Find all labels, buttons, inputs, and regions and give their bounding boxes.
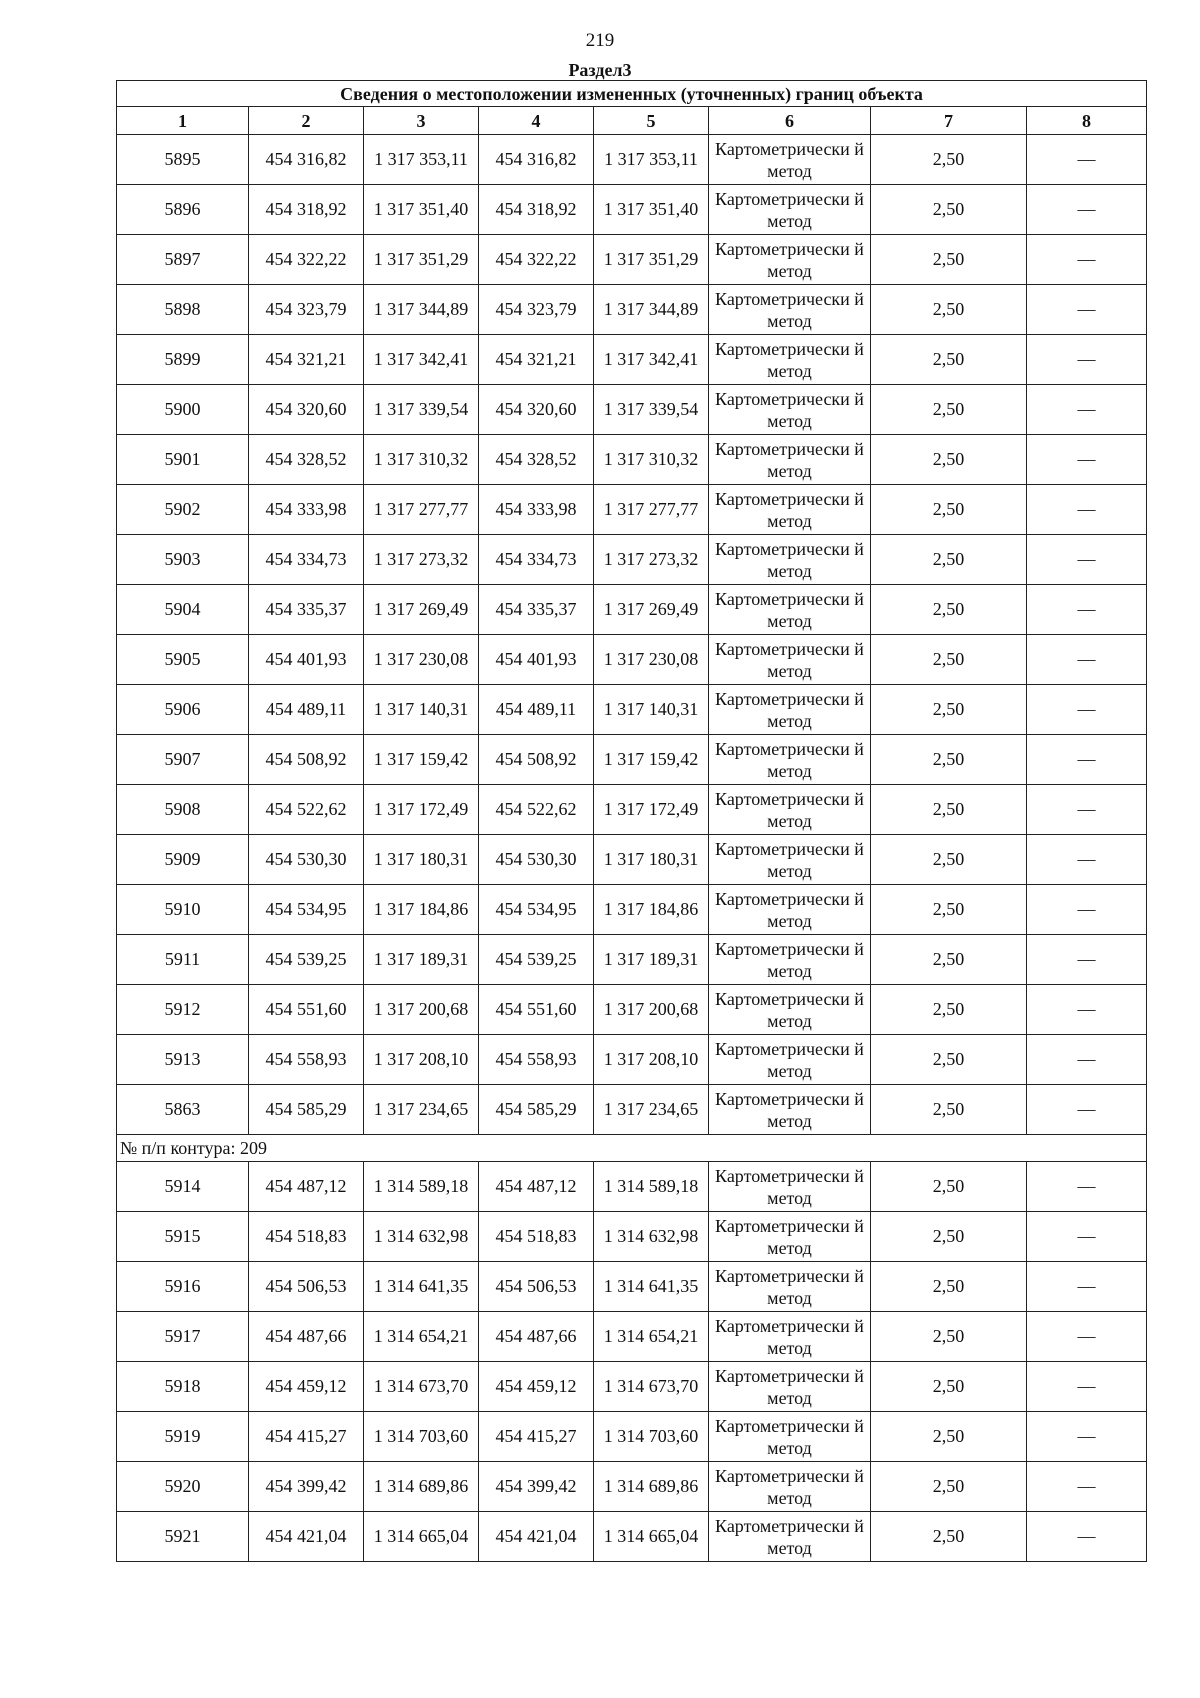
x-existing-cell: 454 459,12	[249, 1362, 364, 1412]
table-row	[117, 1362, 1147, 1412]
x-refined-cell: 454 328,52	[479, 435, 594, 485]
x-refined-cell: 454 506,53	[479, 1262, 594, 1312]
y-existing-cell: 1 317 269,49	[364, 585, 479, 635]
x-refined-cell: 454 487,66	[479, 1312, 594, 1362]
x-existing-cell: 454 415,27	[249, 1412, 364, 1462]
point-number-cell: 5916	[117, 1262, 249, 1312]
y-refined-cell: 1 317 189,31	[594, 935, 709, 985]
y-refined-cell: 1 317 230,08	[594, 635, 709, 685]
accuracy-cell: 2,50	[871, 935, 1027, 985]
point-number-cell: 5904	[117, 585, 249, 635]
point-number-cell: 5908	[117, 785, 249, 835]
x-refined-cell: 454 522,62	[479, 785, 594, 835]
method-cell: Картометрически й метод	[709, 185, 871, 235]
note-cell: —	[1027, 785, 1147, 835]
accuracy-cell: 2,50	[871, 1312, 1027, 1362]
x-existing-cell: 454 335,37	[249, 585, 364, 635]
method-cell: Картометрически й метод	[709, 1462, 871, 1512]
x-existing-cell: 454 539,25	[249, 935, 364, 985]
section-title: Раздел3	[568, 60, 632, 80]
method-cell: Картометрически й метод	[709, 885, 871, 935]
note-cell: —	[1027, 1212, 1147, 1262]
method-cell: Картометрически й метод	[709, 335, 871, 385]
y-refined-cell: 1 314 589,18	[594, 1162, 709, 1212]
note-cell: —	[1027, 135, 1147, 185]
x-refined-cell: 454 487,12	[479, 1162, 594, 1212]
table-caption: Сведения о местоположении измененных (уточненных) границ объекта	[117, 81, 1147, 107]
x-refined-cell: 454 321,21	[479, 335, 594, 385]
x-refined-cell: 454 508,92	[479, 735, 594, 785]
x-refined-cell: 454 320,60	[479, 385, 594, 435]
point-number-cell: 5895	[117, 135, 249, 185]
y-refined-cell: 1 317 351,29	[594, 235, 709, 285]
method-cell: Картометрически й метод	[709, 785, 871, 835]
y-refined-cell: 1 314 665,04	[594, 1512, 709, 1562]
note-cell: —	[1027, 185, 1147, 235]
contour-header-row	[117, 1135, 1147, 1162]
y-existing-cell: 1 317 159,42	[364, 735, 479, 785]
x-existing-cell: 454 328,52	[249, 435, 364, 485]
y-existing-cell: 1 314 665,04	[364, 1512, 479, 1562]
method-cell: Картометрически й метод	[709, 835, 871, 885]
table-row	[117, 485, 1147, 535]
y-existing-cell: 1 317 234,65	[364, 1085, 479, 1135]
point-number-cell: 5900	[117, 385, 249, 435]
y-refined-cell: 1 317 351,40	[594, 185, 709, 235]
y-refined-cell: 1 317 140,31	[594, 685, 709, 735]
note-cell: —	[1027, 635, 1147, 685]
y-refined-cell: 1 314 689,86	[594, 1462, 709, 1512]
point-number-cell: 5902	[117, 485, 249, 535]
method-cell: Картометрически й метод	[709, 1512, 871, 1562]
y-existing-cell: 1 317 339,54	[364, 385, 479, 435]
accuracy-cell: 2,50	[871, 1412, 1027, 1462]
y-refined-cell: 1 314 673,70	[594, 1362, 709, 1412]
table-row	[117, 885, 1147, 935]
x-existing-cell: 454 321,21	[249, 335, 364, 385]
x-refined-cell: 454 585,29	[479, 1085, 594, 1135]
y-refined-cell: 1 314 632,98	[594, 1212, 709, 1262]
x-refined-cell: 454 421,04	[479, 1512, 594, 1562]
point-number-cell: 5911	[117, 935, 249, 985]
y-existing-cell: 1 317 342,41	[364, 335, 479, 385]
x-existing-cell: 454 506,53	[249, 1262, 364, 1312]
table-row	[117, 1312, 1147, 1362]
table-row	[117, 535, 1147, 585]
method-cell: Картометрически й метод	[709, 1085, 871, 1135]
method-cell: Картометрически й метод	[709, 1362, 871, 1412]
column-number: 1	[117, 107, 249, 135]
accuracy-cell: 2,50	[871, 285, 1027, 335]
table-row	[117, 835, 1147, 885]
note-cell: —	[1027, 1512, 1147, 1562]
table-row	[117, 1412, 1147, 1462]
table-row	[117, 785, 1147, 835]
note-cell: —	[1027, 935, 1147, 985]
accuracy-cell: 2,50	[871, 1212, 1027, 1262]
table-row	[117, 285, 1147, 335]
point-number-cell: 5896	[117, 185, 249, 235]
accuracy-cell: 2,50	[871, 1462, 1027, 1512]
y-existing-cell: 1 317 189,31	[364, 935, 479, 985]
y-existing-cell: 1 317 230,08	[364, 635, 479, 685]
coordinates-table	[116, 80, 1147, 1562]
method-cell: Картометрически й метод	[709, 535, 871, 585]
y-refined-cell: 1 317 172,49	[594, 785, 709, 835]
note-cell: —	[1027, 1462, 1147, 1512]
point-number-cell: 5917	[117, 1312, 249, 1362]
note-cell: —	[1027, 685, 1147, 735]
point-number-cell: 5863	[117, 1085, 249, 1135]
x-existing-cell: 454 585,29	[249, 1085, 364, 1135]
column-number: 5	[594, 107, 709, 135]
accuracy-cell: 2,50	[871, 835, 1027, 885]
y-existing-cell: 1 314 632,98	[364, 1212, 479, 1262]
x-existing-cell: 454 534,95	[249, 885, 364, 935]
method-cell: Картометрически й метод	[709, 1162, 871, 1212]
note-cell: —	[1027, 585, 1147, 635]
note-cell: —	[1027, 385, 1147, 435]
table-row	[117, 1262, 1147, 1312]
x-refined-cell: 454 558,93	[479, 1035, 594, 1085]
y-existing-cell: 1 314 703,60	[364, 1412, 479, 1462]
column-number-row	[117, 107, 1147, 135]
table-row	[117, 635, 1147, 685]
note-cell: —	[1027, 335, 1147, 385]
note-cell: —	[1027, 1312, 1147, 1362]
x-existing-cell: 454 399,42	[249, 1462, 364, 1512]
y-refined-cell: 1 317 180,31	[594, 835, 709, 885]
column-number: 8	[1027, 107, 1147, 135]
accuracy-cell: 2,50	[871, 585, 1027, 635]
table-row	[117, 685, 1147, 735]
y-refined-cell: 1 317 344,89	[594, 285, 709, 335]
accuracy-cell: 2,50	[871, 1362, 1027, 1412]
table-row	[117, 585, 1147, 635]
y-refined-cell: 1 317 269,49	[594, 585, 709, 635]
note-cell: —	[1027, 735, 1147, 785]
accuracy-cell: 2,50	[871, 385, 1027, 435]
column-number: 7	[871, 107, 1027, 135]
accuracy-cell: 2,50	[871, 785, 1027, 835]
accuracy-cell: 2,50	[871, 235, 1027, 285]
point-number-cell: 5903	[117, 535, 249, 585]
x-existing-cell: 454 530,30	[249, 835, 364, 885]
accuracy-cell: 2,50	[871, 485, 1027, 535]
x-refined-cell: 454 534,95	[479, 885, 594, 935]
y-refined-cell: 1 317 200,68	[594, 985, 709, 1035]
y-refined-cell: 1 317 310,32	[594, 435, 709, 485]
x-existing-cell: 454 558,93	[249, 1035, 364, 1085]
x-refined-cell: 454 318,92	[479, 185, 594, 235]
table-row	[117, 1212, 1147, 1262]
note-cell: —	[1027, 1162, 1147, 1212]
table-row	[117, 985, 1147, 1035]
y-existing-cell: 1 317 351,40	[364, 185, 479, 235]
table-row	[117, 335, 1147, 385]
y-existing-cell: 1 317 184,86	[364, 885, 479, 935]
accuracy-cell: 2,50	[871, 435, 1027, 485]
note-cell: —	[1027, 1362, 1147, 1412]
table-row	[117, 235, 1147, 285]
y-refined-cell: 1 317 208,10	[594, 1035, 709, 1085]
accuracy-cell: 2,50	[871, 1085, 1027, 1135]
method-cell: Картометрически й метод	[709, 485, 871, 535]
point-number-cell: 5897	[117, 235, 249, 285]
method-cell: Картометрически й метод	[709, 1312, 871, 1362]
y-refined-cell: 1 317 277,77	[594, 485, 709, 535]
y-existing-cell: 1 317 273,32	[364, 535, 479, 585]
x-refined-cell: 454 459,12	[479, 1362, 594, 1412]
y-existing-cell: 1 317 180,31	[364, 835, 479, 885]
method-cell: Картометрически й метод	[709, 735, 871, 785]
x-refined-cell: 454 415,27	[479, 1412, 594, 1462]
x-refined-cell: 454 539,25	[479, 935, 594, 985]
x-refined-cell: 454 323,79	[479, 285, 594, 335]
y-existing-cell: 1 314 654,21	[364, 1312, 479, 1362]
accuracy-cell: 2,50	[871, 735, 1027, 785]
method-cell: Картометрически й метод	[709, 1035, 871, 1085]
table-row	[117, 1512, 1147, 1562]
point-number-cell: 5898	[117, 285, 249, 335]
point-number-cell: 5914	[117, 1162, 249, 1212]
accuracy-cell: 2,50	[871, 985, 1027, 1035]
method-cell: Картометрически й метод	[709, 385, 871, 435]
point-number-cell: 5912	[117, 985, 249, 1035]
x-refined-cell: 454 333,98	[479, 485, 594, 535]
x-existing-cell: 454 487,66	[249, 1312, 364, 1362]
y-refined-cell: 1 317 234,65	[594, 1085, 709, 1135]
y-refined-cell: 1 317 184,86	[594, 885, 709, 935]
note-cell: —	[1027, 535, 1147, 585]
x-existing-cell: 454 334,73	[249, 535, 364, 585]
table-row	[117, 1162, 1147, 1212]
table-caption-row	[117, 81, 1147, 107]
x-refined-cell: 454 551,60	[479, 985, 594, 1035]
x-existing-cell: 454 401,93	[249, 635, 364, 685]
x-existing-cell: 454 508,92	[249, 735, 364, 785]
table-row	[117, 435, 1147, 485]
y-existing-cell: 1 317 310,32	[364, 435, 479, 485]
point-number-cell: 5907	[117, 735, 249, 785]
table-body	[117, 135, 1147, 1562]
x-existing-cell: 454 489,11	[249, 685, 364, 735]
page-number: 219	[585, 30, 615, 51]
y-refined-cell: 1 317 353,11	[594, 135, 709, 185]
y-refined-cell: 1 314 703,60	[594, 1412, 709, 1462]
accuracy-cell: 2,50	[871, 1512, 1027, 1562]
table-row	[117, 185, 1147, 235]
note-cell: —	[1027, 1412, 1147, 1462]
method-cell: Картометрически й метод	[709, 285, 871, 335]
point-number-cell: 5910	[117, 885, 249, 935]
y-existing-cell: 1 314 641,35	[364, 1262, 479, 1312]
method-cell: Картометрически й метод	[709, 685, 871, 735]
note-cell: —	[1027, 1035, 1147, 1085]
point-number-cell: 5919	[117, 1412, 249, 1462]
column-number: 2	[249, 107, 364, 135]
accuracy-cell: 2,50	[871, 185, 1027, 235]
point-number-cell: 5905	[117, 635, 249, 685]
method-cell: Картометрически й метод	[709, 935, 871, 985]
table-row	[117, 1085, 1147, 1135]
note-cell: —	[1027, 485, 1147, 535]
point-number-cell: 5899	[117, 335, 249, 385]
y-existing-cell: 1 314 689,86	[364, 1462, 479, 1512]
y-existing-cell: 1 317 172,49	[364, 785, 479, 835]
note-cell: —	[1027, 1085, 1147, 1135]
y-existing-cell: 1 314 589,18	[364, 1162, 479, 1212]
accuracy-cell: 2,50	[871, 885, 1027, 935]
method-cell: Картометрически й метод	[709, 1262, 871, 1312]
x-existing-cell: 454 322,22	[249, 235, 364, 285]
table-row	[117, 385, 1147, 435]
table-row	[117, 1035, 1147, 1085]
y-existing-cell: 1 314 673,70	[364, 1362, 479, 1412]
method-cell: Картометрически й метод	[709, 435, 871, 485]
note-cell: —	[1027, 235, 1147, 285]
x-refined-cell: 454 322,22	[479, 235, 594, 285]
point-number-cell: 5920	[117, 1462, 249, 1512]
y-existing-cell: 1 317 353,11	[364, 135, 479, 185]
note-cell: —	[1027, 885, 1147, 935]
x-refined-cell: 454 401,93	[479, 635, 594, 685]
accuracy-cell: 2,50	[871, 535, 1027, 585]
point-number-cell: 5909	[117, 835, 249, 885]
x-existing-cell: 454 518,83	[249, 1212, 364, 1262]
contour-label: № п/п контура: 209	[117, 1135, 1147, 1162]
y-refined-cell: 1 314 641,35	[594, 1262, 709, 1312]
point-number-cell: 5913	[117, 1035, 249, 1085]
x-existing-cell: 454 316,82	[249, 135, 364, 185]
column-number: 4	[479, 107, 594, 135]
table-row	[117, 735, 1147, 785]
x-existing-cell: 454 551,60	[249, 985, 364, 1035]
x-refined-cell: 454 335,37	[479, 585, 594, 635]
x-refined-cell: 454 316,82	[479, 135, 594, 185]
y-refined-cell: 1 317 273,32	[594, 535, 709, 585]
y-existing-cell: 1 317 140,31	[364, 685, 479, 735]
y-existing-cell: 1 317 200,68	[364, 985, 479, 1035]
point-number-cell: 5906	[117, 685, 249, 735]
y-refined-cell: 1 317 339,54	[594, 385, 709, 435]
accuracy-cell: 2,50	[871, 685, 1027, 735]
y-refined-cell: 1 317 159,42	[594, 735, 709, 785]
note-cell: —	[1027, 985, 1147, 1035]
x-refined-cell: 454 399,42	[479, 1462, 594, 1512]
note-cell: —	[1027, 1262, 1147, 1312]
x-refined-cell: 454 334,73	[479, 535, 594, 585]
method-cell: Картометрически й метод	[709, 635, 871, 685]
accuracy-cell: 2,50	[871, 1262, 1027, 1312]
point-number-cell: 5921	[117, 1512, 249, 1562]
x-refined-cell: 454 530,30	[479, 835, 594, 885]
accuracy-cell: 2,50	[871, 1162, 1027, 1212]
note-cell: —	[1027, 435, 1147, 485]
x-existing-cell: 454 522,62	[249, 785, 364, 835]
point-number-cell: 5918	[117, 1362, 249, 1412]
x-existing-cell: 454 333,98	[249, 485, 364, 535]
method-cell: Картометрически й метод	[709, 1412, 871, 1462]
y-existing-cell: 1 317 208,10	[364, 1035, 479, 1085]
column-number: 3	[364, 107, 479, 135]
note-cell: —	[1027, 835, 1147, 885]
x-existing-cell: 454 421,04	[249, 1512, 364, 1562]
accuracy-cell: 2,50	[871, 335, 1027, 385]
x-existing-cell: 454 318,92	[249, 185, 364, 235]
method-cell: Картометрически й метод	[709, 235, 871, 285]
y-existing-cell: 1 317 344,89	[364, 285, 479, 335]
x-refined-cell: 454 489,11	[479, 685, 594, 735]
accuracy-cell: 2,50	[871, 1035, 1027, 1085]
table-row	[117, 935, 1147, 985]
table-row	[117, 135, 1147, 185]
method-cell: Картометрически й метод	[709, 585, 871, 635]
y-refined-cell: 1 317 342,41	[594, 335, 709, 385]
column-number: 6	[709, 107, 871, 135]
x-existing-cell: 454 487,12	[249, 1162, 364, 1212]
method-cell: Картометрически й метод	[709, 135, 871, 185]
accuracy-cell: 2,50	[871, 135, 1027, 185]
x-refined-cell: 454 518,83	[479, 1212, 594, 1262]
note-cell: —	[1027, 285, 1147, 335]
accuracy-cell: 2,50	[871, 635, 1027, 685]
point-number-cell: 5901	[117, 435, 249, 485]
method-cell: Картометрически й метод	[709, 985, 871, 1035]
table-row	[117, 1462, 1147, 1512]
y-refined-cell: 1 314 654,21	[594, 1312, 709, 1362]
y-existing-cell: 1 317 351,29	[364, 235, 479, 285]
point-number-cell: 5915	[117, 1212, 249, 1262]
y-existing-cell: 1 317 277,77	[364, 485, 479, 535]
x-existing-cell: 454 323,79	[249, 285, 364, 335]
method-cell: Картометрически й метод	[709, 1212, 871, 1262]
x-existing-cell: 454 320,60	[249, 385, 364, 435]
